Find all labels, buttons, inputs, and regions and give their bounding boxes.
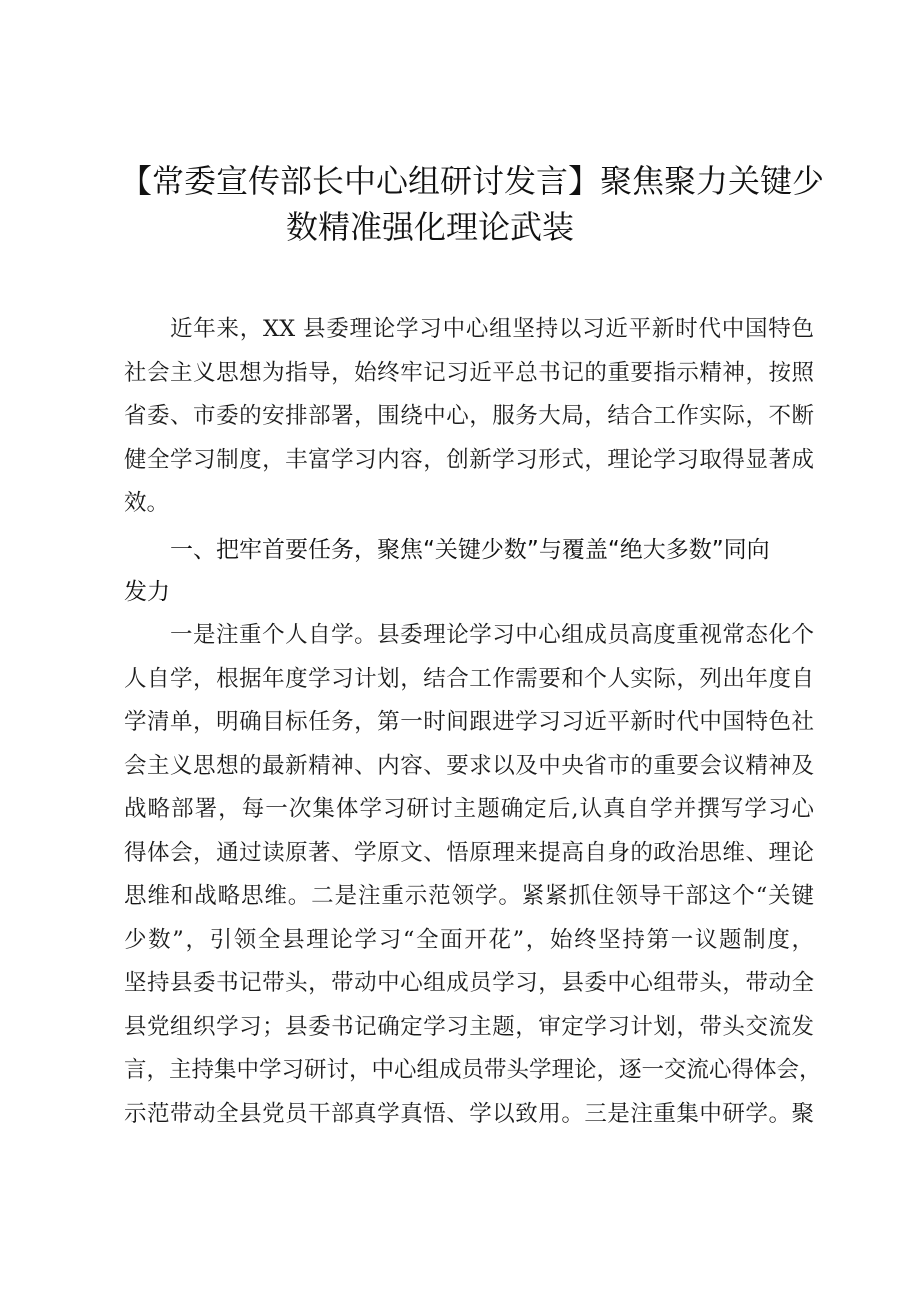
text-line: 言，主持集中学习研讨，中心组成员带头学理论，逐一交流心得体会，: [124, 1057, 822, 1083]
text-line: 健全学习制度，丰富学习内容，创新学习形式，理论学习取得显著成: [124, 446, 814, 473]
text-line: 战略部署，每一次集体学习研讨主题确定后,认真自学并撰写学习心: [124, 796, 814, 822]
title-line-2: 数精准强化理论武装: [286, 208, 575, 246]
section-1-body: [124, 614, 822, 1136]
heading-line: 一、把牢首要任务，聚焦“关键少数”与覆盖“绝大多数”同向: [170, 537, 770, 563]
text-line: 一是注重个人自学。县委理论学习中心组成员高度重视常态化个: [170, 622, 814, 648]
text-line: 人自学，根据年度学习计划，结合工作需要和个人实际，列出年度自: [124, 665, 814, 692]
document-title: [120, 158, 825, 250]
heading-line: 发力: [124, 579, 170, 605]
section-1-heading: [124, 529, 814, 613]
text-line: 示范带动全县党员干部真学真悟、学以致用。三是注重集中研学。聚: [124, 1100, 814, 1127]
text-line: 会主义思想的最新精神、内容、要求以及中央省市的重要会议精神及: [124, 752, 814, 779]
text-line: 县党组织学习；县委书记确定学习主题，审定学习计划，带头交流发: [124, 1013, 814, 1040]
text-line: 得体会，通过读原著、学原文、悟原理来提高自身的政治思维、理论: [124, 839, 814, 866]
text-line: 少数”，引领全县理论学习“全面开花”，始终坚持第一议题制度，: [124, 926, 814, 953]
title-line-1: 【常委宣传部长中心组研讨发言】聚焦聚力关键少: [120, 162, 825, 200]
text-line: 近年来，XX 县委理论学习中心组坚持以习近平新时代中国特色: [170, 316, 814, 342]
text-line: 省委、市委的安排部署，围绕中心，服务大局，结合工作实际，不断: [124, 403, 814, 429]
text-line: 思维和战略思维。二是注重示范领学。紧紧抓住领导干部这个“关键: [124, 883, 814, 909]
text-line: 效。: [124, 490, 170, 516]
text-line: 学清单，明确目标任务，第一时间跟进学习习近平新时代中国特色社: [124, 709, 814, 735]
text-line: 社会主义思想为指导，始终牢记习近平总书记的重要指示精神，按照: [124, 359, 814, 386]
intro-paragraph: [124, 308, 814, 526]
text-line: 坚持县委书记带头，带动中心组成员学习，县委中心组带头，带动全: [124, 970, 814, 996]
